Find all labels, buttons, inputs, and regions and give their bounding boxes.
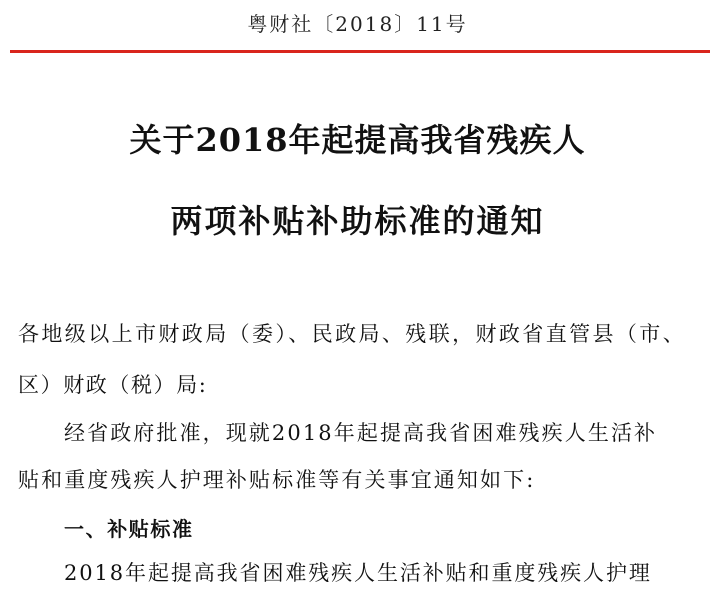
document-number: 粤财社〔2018〕11号: [247, 12, 468, 36]
addressee-line-1: 各地级以上市财政局（委）、民政局、残联，财政省直管县（市、: [18, 322, 687, 346]
section-1-heading: 一、补贴标准: [64, 517, 194, 541]
document-title-line-2: 两项补贴补助标准的通知: [170, 202, 545, 240]
red-header-rule: [10, 50, 710, 53]
section-1-line-1: 2018年起提高我省困难残疾人生活补贴和重度残疾人护理: [64, 561, 652, 585]
paragraph-1-line-1: 经省政府批准，现就2018年起提高我省困难残疾人生活补: [64, 421, 658, 445]
addressee-line-2: 区）财政（税）局:: [18, 373, 208, 397]
paragraph-1-line-2: 贴和重度残疾人护理补贴标准等有关事宜通知如下:: [18, 468, 536, 492]
document-title-line-1: 关于2018年起提高我省残疾人: [129, 121, 586, 159]
